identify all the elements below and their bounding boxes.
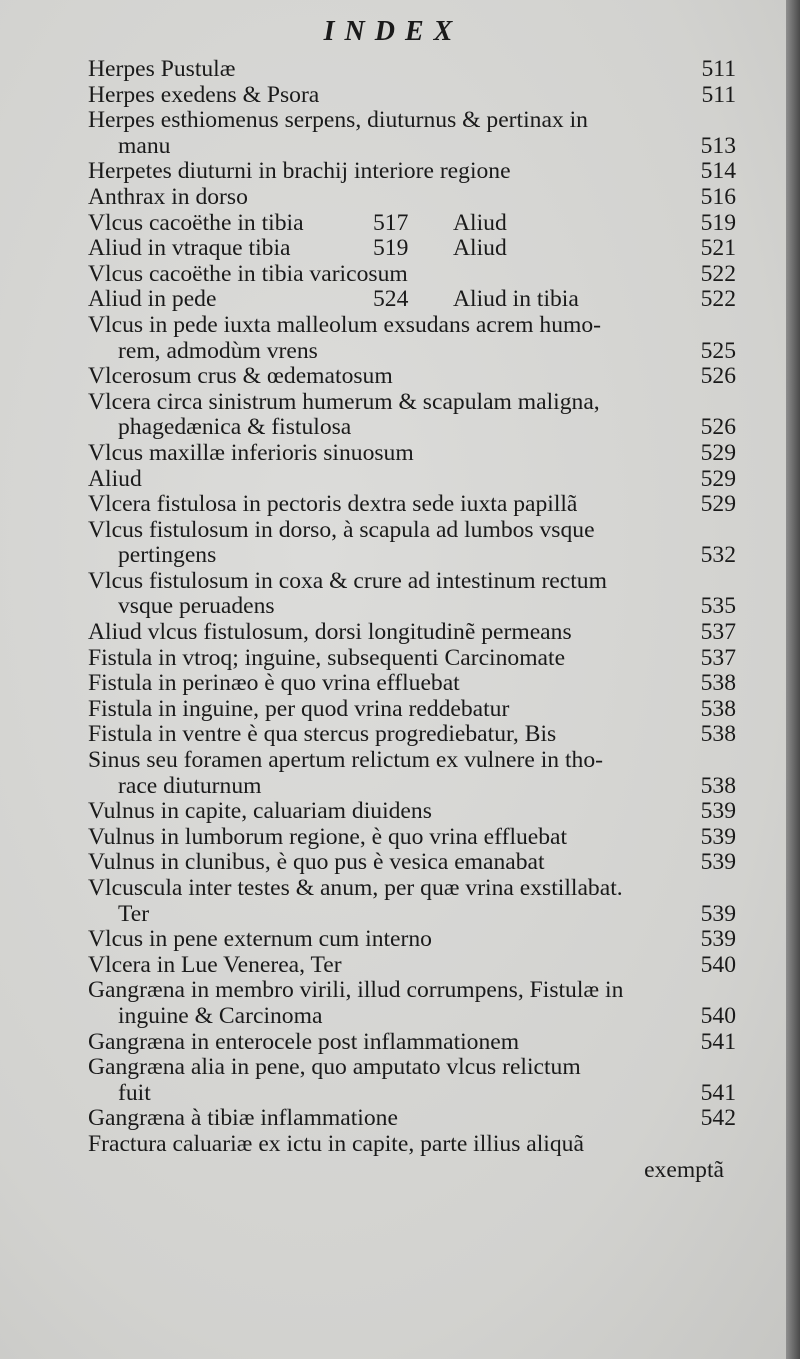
entry-text: Vlcera circa sinistrum humerum & scapulam maligna, xyxy=(88,389,600,415)
entry-inline-page: 517 xyxy=(373,210,409,236)
entry-text: inguine & Carcinoma xyxy=(118,1003,323,1029)
entry-text: Vlcuscula inter testes & anum, per quæ vrina exstillabat. xyxy=(88,876,623,901)
entry-page-number: 513 xyxy=(700,132,736,159)
index-entry xyxy=(88,185,736,211)
index-entry xyxy=(88,646,736,672)
entry-inline-page: 519 xyxy=(373,236,409,262)
entry-page-number: 529 xyxy=(700,439,736,466)
entry-page-number: 539 xyxy=(700,849,736,876)
page-title: INDEX xyxy=(323,16,463,47)
page-edge-shadow xyxy=(786,0,800,1359)
entry-text: Fistula in ventre è qua stercus progrediebatur, Bis xyxy=(88,722,557,748)
entry-page-number: 516 xyxy=(700,183,736,210)
entry-text: race diuturnum xyxy=(118,773,262,799)
index-entry xyxy=(88,1106,736,1132)
index-entry xyxy=(88,876,736,927)
index-entry xyxy=(88,287,736,313)
entry-text: Vlcera fistulosa in pectoris dextra sede iuxta papillã xyxy=(88,492,578,518)
entry-text: Vlcera in Lue Venerea, Ter xyxy=(88,952,342,978)
entry-text: fuit xyxy=(118,1080,151,1106)
entry-page-number: 538 xyxy=(700,772,736,799)
index-entry xyxy=(88,313,736,364)
entry-text: Vulnus in clunibus, è quo pus è vesica emanabat xyxy=(88,850,545,876)
entry-text: Vlcus fistulosum in coxa & crure ad intestinum rectum xyxy=(88,568,607,594)
entry-text: Ter xyxy=(118,901,150,927)
entry-text: Vlcus in pede iuxta malleolum exsudans acrem humo- xyxy=(88,312,602,338)
entry-page-number: 537 xyxy=(700,619,736,646)
index-entry xyxy=(88,748,736,799)
index-entry xyxy=(88,850,736,876)
entry-page-number: 539 xyxy=(700,823,736,850)
entry-text: Anthrax in dorso xyxy=(88,184,248,210)
entry-text: Aliud in pede xyxy=(88,287,217,313)
index-entry xyxy=(88,620,736,646)
entry-text: Herpetes diuturni in brachij interiore regione xyxy=(88,159,511,185)
entry-text: Fistula in inguine, per quod vrina reddebatur xyxy=(88,696,510,722)
index-entry xyxy=(88,441,736,467)
entry-page-number: 539 xyxy=(700,926,736,953)
entry-page-number: 521 xyxy=(700,235,736,262)
entry-page-number: 519 xyxy=(700,209,736,236)
entry-page-number: 511 xyxy=(701,81,736,108)
index-entry xyxy=(88,390,736,441)
entry-page-number: 522 xyxy=(700,260,736,287)
entry-text: pertingens xyxy=(118,543,217,569)
entry-text: Gangræna alia in pene, quo amputato vlcus relictum xyxy=(88,1055,581,1081)
entry-inline-page: 524 xyxy=(373,287,409,313)
entry-text: rem, admodùm vrens xyxy=(118,338,318,364)
entry-text: Aliud in tibia xyxy=(453,287,579,313)
index-entry xyxy=(88,978,736,1029)
entry-text: Vlcus cacoëthe in tibia xyxy=(88,210,304,236)
index-entry xyxy=(88,159,736,185)
entry-text: Vulnus in capite, caluariam diuidens xyxy=(88,799,432,825)
entry-page-number: 511 xyxy=(701,56,736,82)
index-entry xyxy=(88,83,736,109)
entry-page-number: 522 xyxy=(700,286,736,313)
index-entry xyxy=(88,262,736,288)
index-entry xyxy=(88,492,736,518)
entry-text: Vulnus in lumborum regione, è quo vrina effluebat xyxy=(88,824,568,850)
entry-text: exemptã xyxy=(644,1157,724,1183)
entry-text: Aliud xyxy=(453,210,507,236)
index-entry xyxy=(88,467,736,493)
index-entry xyxy=(88,364,736,390)
entry-page-number: 526 xyxy=(700,414,736,441)
entry-page-number: 525 xyxy=(700,337,736,364)
entry-page-number: 529 xyxy=(700,465,736,492)
index-entry xyxy=(88,697,736,723)
entry-text: Fistula in vtroq; inguine, subsequenti Carcinomate xyxy=(88,645,566,671)
entry-page-number: 540 xyxy=(700,951,736,978)
entry-text: Aliud xyxy=(453,236,507,262)
entry-page-number: 539 xyxy=(700,798,736,825)
entry-text: Gangræna à tibiæ inflammatione xyxy=(88,1106,398,1132)
entry-page-number: 539 xyxy=(700,900,736,927)
index-entry xyxy=(88,799,736,825)
index-entry xyxy=(88,57,736,83)
entry-page-number: 542 xyxy=(700,1105,736,1132)
entry-page-number: 538 xyxy=(700,670,736,697)
index-entry xyxy=(88,953,736,979)
index-entry xyxy=(88,1055,736,1106)
entry-page-number: 537 xyxy=(700,644,736,671)
entry-page-number: 535 xyxy=(700,593,736,620)
entry-text: Sinus seu foramen apertum relictum ex vulnere in tho- xyxy=(88,748,603,774)
index-entry xyxy=(88,1030,736,1056)
entry-text: Gangræna in enterocele post inflammationem xyxy=(88,1029,520,1055)
entry-page-number: 529 xyxy=(700,491,736,518)
entry-text: Fistula in perinæo è quo vrina effluebat xyxy=(88,671,460,697)
index-entry xyxy=(88,825,736,851)
entry-page-number: 538 xyxy=(700,695,736,722)
entry-text: manu xyxy=(118,133,171,159)
entry-text: Vlcus in pene externum cum interno xyxy=(88,927,432,953)
index-entries xyxy=(88,57,736,1183)
entry-page-number: 541 xyxy=(700,1079,736,1106)
entry-text: Gangræna in membro virili, illud corrumpens, Fistulæ in xyxy=(88,978,624,1004)
entry-text: Aliud in vtraque tibia xyxy=(88,236,291,262)
index-entry xyxy=(88,236,736,262)
entry-text: Fractura caluariæ ex ictu in capite, parte illius aliquã xyxy=(88,1131,584,1157)
index-entry xyxy=(88,671,736,697)
entry-text: vsque peruadens xyxy=(118,594,275,620)
index-entry xyxy=(88,108,736,159)
entry-text: Herpes Pustulæ xyxy=(88,57,236,82)
index-entry xyxy=(88,569,736,620)
entry-page-number: 541 xyxy=(700,1028,736,1055)
entry-page-number: 538 xyxy=(700,721,736,748)
entry-text: Aliud xyxy=(88,466,142,492)
entry-text: Aliud vlcus fistulosum, dorsi longitudinẽ permeans xyxy=(88,620,572,646)
entry-text: Vlcus cacoëthe in tibia varicosum xyxy=(88,261,408,287)
index-entry xyxy=(88,518,736,569)
entry-page-number: 514 xyxy=(700,158,736,185)
index-entry xyxy=(88,1132,736,1183)
entry-text: Herpes exedens & Psora xyxy=(88,82,320,108)
entry-text: Vlcerosum crus & œdematosum xyxy=(88,364,393,390)
entry-text: phagedænica & fistulosa xyxy=(118,415,352,441)
index-entry xyxy=(88,722,736,748)
entry-page-number: 540 xyxy=(700,1002,736,1029)
index-entry xyxy=(88,927,736,953)
entry-text: Vlcus fistulosum in dorso, à scapula ad lumbos vsque xyxy=(88,517,595,543)
entry-page-number: 532 xyxy=(700,542,736,569)
index-entry xyxy=(88,211,736,237)
entry-text: Herpes esthiomenus serpens, diuturnus & pertinax in xyxy=(88,108,588,134)
entry-page-number: 526 xyxy=(700,363,736,390)
entry-text: Vlcus maxillæ inferioris sinuosum xyxy=(88,440,414,466)
